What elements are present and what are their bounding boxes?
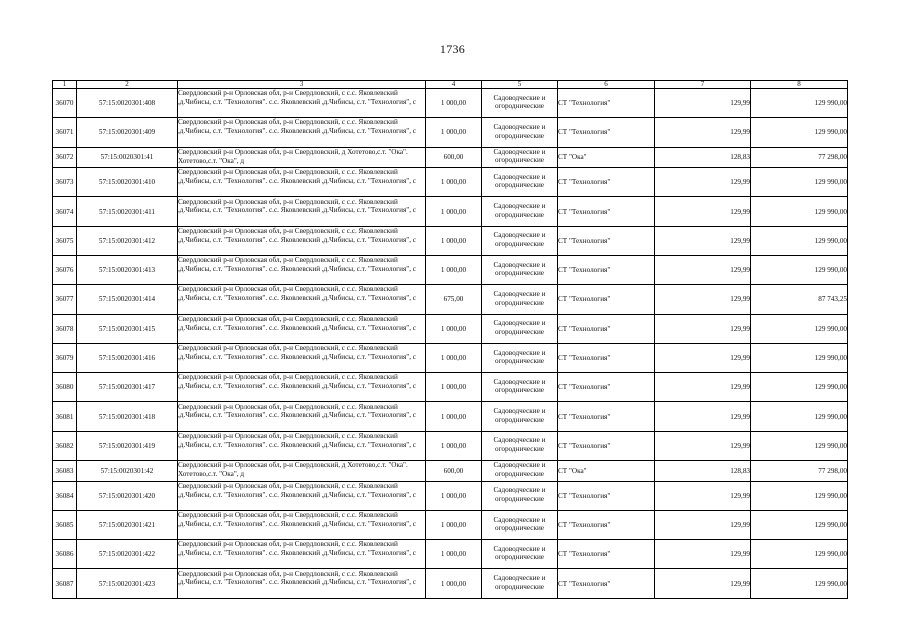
- address-cell: [178, 197, 426, 226]
- cadastral-value-cell: 129 990,00: [751, 510, 848, 539]
- land-use-text: Садоводческие и огороднические: [493, 544, 546, 562]
- area-cell: 1 000,00: [426, 510, 482, 539]
- land-use-text: Садоводческие и огороднические: [493, 436, 546, 453]
- holder-cell: СТ "Ока": [558, 461, 655, 482]
- rate-cell: 129,99: [655, 255, 751, 284]
- table-row: [53, 569, 848, 598]
- land-use-cell: [482, 226, 558, 255]
- cadastral-value-cell: 129 990,00: [751, 255, 848, 284]
- column-header-3: 3: [178, 81, 426, 89]
- table-row: [53, 461, 848, 482]
- land-use-text: Садоводческие и огороднические: [493, 348, 546, 366]
- table-row: [53, 373, 848, 402]
- land-use-text: Садоводческие и огороднические: [493, 122, 546, 140]
- holder-cell: СТ "Технология": [558, 285, 655, 314]
- land-use-text: Садоводческие и огороднические: [493, 93, 546, 111]
- row-number-cell: 36083: [53, 461, 77, 482]
- cadastral-value-cell: 129 990,00: [751, 89, 848, 118]
- cadastral-number-cell: 57:15:0020301:411: [77, 197, 178, 226]
- address-cell: [178, 118, 426, 147]
- header-row: [53, 81, 848, 89]
- holder-cell: СТ "Технология": [558, 402, 655, 431]
- address-text: Свердловский р-н Орловская обл, р-н Свердловский, с с.с. Яковлевский ,д.Чибисы, с.т. "Технология". с.с. Яковлевский ,д.Чибисы, с.т. "Технология", с: [178, 285, 416, 303]
- land-use-cell: [482, 431, 558, 460]
- address-cell: [178, 481, 426, 510]
- cadastral-value-cell: 87 743,25: [751, 285, 848, 314]
- area-cell: 1 000,00: [426, 540, 482, 569]
- rate-cell: 129,99: [655, 168, 751, 197]
- cadastral-value-cell: 129 990,00: [751, 540, 848, 569]
- cadastral-number-cell: 57:15:0020301:419: [77, 431, 178, 460]
- address-text: Свердловский р-н Орловская обл, р-н Свердловский, с с.с. Яковлевский ,д.Чибисы, с.т. "Технология". с.с. Яковлевский ,д.Чибисы, с.т. "Технология", с: [178, 402, 416, 420]
- land-registry-table: [52, 80, 848, 599]
- rate-cell: 129,99: [655, 481, 751, 510]
- row-number-cell: 36081: [53, 402, 77, 431]
- address-text: Свердловский р-н Орловская обл, р-н Свердловский, с с.с. Яковлевский ,д.Чибисы, с.т. "Технология". с.с. Яковлевский ,д.Чибисы, с.т. "Технология", с: [178, 569, 416, 587]
- column-header-4: 4: [426, 81, 482, 89]
- address-text: Свердловский р-н Орловская обл, р-н Свердловский, с с.с. Яковлевский ,д.Чибисы, с.т. "Технология". с.с. Яковлевский ,д.Чибисы, с.т. "Технология", с: [178, 344, 416, 361]
- address-cell: [178, 569, 426, 598]
- cadastral-number-cell: 57:15:0020301:42: [77, 461, 178, 482]
- cadastral-number-cell: 57:15:0020301:418: [77, 402, 178, 431]
- area-cell: 1 000,00: [426, 314, 482, 343]
- land-use-text: Садоводческие и огороднические: [493, 319, 546, 336]
- cadastral-number-cell: 57:15:0020301:421: [77, 510, 178, 539]
- holder-cell: СТ "Технология": [558, 255, 655, 284]
- land-use-text: Садоводческие и огороднические: [493, 231, 546, 248]
- row-number-cell: 36079: [53, 343, 77, 372]
- table-row: [53, 540, 848, 569]
- address-text: Свердловский р-н Орловская обл, р-н Свердловский, с с.с. Яковлевский ,д.Чибисы, с.т. "Технология". с.с. Яковлевский ,д.Чибисы, с.т. "Технология", с: [178, 226, 416, 244]
- land-use-cell: [482, 285, 558, 314]
- land-use-text: Садоводческие и огороднические: [493, 407, 546, 424]
- area-cell: 1 000,00: [426, 197, 482, 226]
- table-body: [53, 89, 848, 599]
- land-use-cell: [482, 168, 558, 197]
- table-row: [53, 402, 848, 431]
- holder-cell: СТ "Технология": [558, 197, 655, 226]
- land-use-cell: [482, 147, 558, 168]
- rate-cell: 129,99: [655, 569, 751, 598]
- rate-cell: 129,99: [655, 118, 751, 147]
- table-row: [53, 197, 848, 226]
- address-text: Свердловский р-н Орловская обл, р-н Свердловский, с с.с. Яковлевский ,д.Чибисы, с.т. "Технология". с.с. Яковлевский ,д.Чибисы, с.т. "Технология", с: [178, 314, 416, 332]
- cadastral-value-cell: 129 990,00: [751, 343, 848, 372]
- land-use-cell: [482, 197, 558, 226]
- land-use-cell: [482, 540, 558, 569]
- address-text: Свердловский р-н Орловская обл, р-н Свердловский, с с.с. Яковлевский ,д.Чибисы, с.т. "Технология". с.с. Яковлевский ,д.Чибисы, с.т. "Технология", с: [178, 118, 416, 136]
- land-use-cell: [482, 402, 558, 431]
- row-number-cell: 36070: [53, 89, 77, 118]
- area-cell: 675,00: [426, 285, 482, 314]
- row-number-cell: 36078: [53, 314, 77, 343]
- row-number-cell: 36075: [53, 226, 77, 255]
- cadastral-number-cell: 57:15:0020301:423: [77, 569, 178, 598]
- table-row: [53, 168, 848, 197]
- area-cell: 600,00: [426, 147, 482, 168]
- cadastral-number-cell: 57:15:0020301:408: [77, 89, 178, 118]
- row-number-cell: 36084: [53, 481, 77, 510]
- rate-cell: 128,83: [655, 147, 751, 168]
- rate-cell: 129,99: [655, 540, 751, 569]
- cadastral-number-cell: 57:15:0020301:420: [77, 481, 178, 510]
- cadastral-value-cell: 129 990,00: [751, 373, 848, 402]
- holder-cell: СТ "Технология": [558, 343, 655, 372]
- holder-cell: СТ "Технология": [558, 510, 655, 539]
- area-cell: 1 000,00: [426, 373, 482, 402]
- land-use-text: Садоводческие и огороднические: [493, 289, 546, 307]
- area-cell: 1 000,00: [426, 431, 482, 460]
- row-number-cell: 36082: [53, 431, 77, 460]
- address-text: Свердловский р-н Орловская обл, р-н Свердловский, с с.с. Яковлевский ,д.Чибисы, с.т. "Технология". с.с. Яковлевский ,д.Чибисы, с.т. "Технология", с: [178, 511, 416, 528]
- table-row: [53, 255, 848, 284]
- row-number-cell: 36087: [53, 569, 77, 598]
- cadastral-value-cell: 129 990,00: [751, 226, 848, 255]
- address-cell: [178, 89, 426, 118]
- rate-cell: 129,99: [655, 226, 751, 255]
- address-cell: [178, 510, 426, 539]
- address-cell: [178, 461, 426, 482]
- rate-cell: 129,99: [655, 343, 751, 372]
- table-row: [53, 147, 848, 168]
- rate-cell: 129,99: [655, 89, 751, 118]
- address-text: Свердловский р-н Орловская обл, р-н Свердловский, д Хотетово,с.т. "Ока". Хотетово,с.т. "Ока", д: [178, 461, 408, 479]
- cadastral-number-cell: 57:15:0020301:417: [77, 373, 178, 402]
- address-text: Свердловский р-н Орловская обл, р-н Свердловский, с с.с. Яковлевский ,д.Чибисы, с.т. "Технология". с.с. Яковлевский ,д.Чибисы, с.т. "Технология", с: [178, 256, 416, 273]
- row-number-cell: 36085: [53, 510, 77, 539]
- column-header-1: 1: [53, 81, 77, 89]
- holder-cell: СТ "Технология": [558, 314, 655, 343]
- land-use-text: Садоводческие и огороднические: [493, 515, 546, 533]
- column-header-8: 8: [751, 81, 848, 89]
- area-cell: 1 000,00: [426, 89, 482, 118]
- cadastral-value-cell: 129 990,00: [751, 118, 848, 147]
- cadastral-value-cell: 77 298,00: [751, 147, 848, 168]
- address-cell: [178, 285, 426, 314]
- table-row: [53, 285, 848, 314]
- land-use-text: Садоводческие и огороднические: [493, 574, 546, 591]
- holder-cell: СТ "Технология": [558, 118, 655, 147]
- holder-cell: СТ "Технология": [558, 431, 655, 460]
- address-cell: [178, 168, 426, 197]
- address-cell: [178, 255, 426, 284]
- area-cell: 1 000,00: [426, 168, 482, 197]
- address-cell: [178, 373, 426, 402]
- address-cell: [178, 314, 426, 343]
- cadastral-value-cell: 77 298,00: [751, 461, 848, 482]
- address-cell: [178, 343, 426, 372]
- cadastral-number-cell: 57:15:0020301:41: [77, 147, 178, 168]
- address-cell: [178, 540, 426, 569]
- column-header-7: 7: [655, 81, 751, 89]
- address-cell: [178, 147, 426, 168]
- column-header-6: 6: [558, 81, 655, 89]
- cadastral-value-cell: 129 990,00: [751, 431, 848, 460]
- area-cell: 1 000,00: [426, 343, 482, 372]
- address-cell: [178, 431, 426, 460]
- address-cell: [178, 402, 426, 431]
- holder-cell: СТ "Технология": [558, 373, 655, 402]
- area-cell: 600,00: [426, 461, 482, 482]
- row-number-cell: 36076: [53, 255, 77, 284]
- land-use-cell: [482, 255, 558, 284]
- table-row: [53, 314, 848, 343]
- cadastral-value-cell: 129 990,00: [751, 402, 848, 431]
- table-row: [53, 89, 848, 118]
- area-cell: 1 000,00: [426, 118, 482, 147]
- cadastral-number-cell: 57:15:0020301:416: [77, 343, 178, 372]
- row-number-cell: 36071: [53, 118, 77, 147]
- table-row: [53, 481, 848, 510]
- land-use-cell: [482, 89, 558, 118]
- cadastral-number-cell: 57:15:0020301:410: [77, 168, 178, 197]
- rate-cell: 129,99: [655, 402, 751, 431]
- cadastral-value-cell: 129 990,00: [751, 481, 848, 510]
- row-number-cell: 36080: [53, 373, 77, 402]
- land-use-text: Садоводческие и огороднические: [493, 260, 546, 278]
- rate-cell: 129,99: [655, 510, 751, 539]
- holder-cell: СТ "Технология": [558, 168, 655, 197]
- row-number-cell: 36086: [53, 540, 77, 569]
- area-cell: 1 000,00: [426, 569, 482, 598]
- address-text: Свердловский р-н Орловская обл, р-н Свердловский, с с.с. Яковлевский ,д.Чибисы, с.т. "Технология". с.с. Яковлевский ,д.Чибисы, с.т. "Технология", с: [178, 481, 416, 499]
- address-text: Свердловский р-н Орловская обл, р-н Свердловский, с с.с. Яковлевский ,д.Чибисы, с.т. "Технология". с.с. Яковлевский ,д.Чибисы, с.т. "Технология", с: [178, 89, 416, 106]
- holder-cell: СТ "Ока": [558, 147, 655, 168]
- table-row: [53, 510, 848, 539]
- address-text: Свердловский р-н Орловская обл, р-н Свердловский, с с.с. Яковлевский ,д.Чибисы, с.т. "Технология". с.с. Яковлевский ,д.Чибисы, с.т. "Технология", с: [178, 197, 416, 215]
- land-use-cell: [482, 510, 558, 539]
- column-header-5: 5: [482, 81, 558, 89]
- holder-cell: СТ "Технология": [558, 226, 655, 255]
- land-use-cell: [482, 569, 558, 598]
- table-row: [53, 343, 848, 372]
- cadastral-value-cell: 129 990,00: [751, 168, 848, 197]
- land-use-cell: [482, 373, 558, 402]
- row-number-cell: 36077: [53, 285, 77, 314]
- rate-cell: 129,99: [655, 431, 751, 460]
- column-header-2: 2: [77, 81, 178, 89]
- cadastral-value-cell: 129 990,00: [751, 197, 848, 226]
- table-row: [53, 118, 848, 147]
- cadastral-number-cell: 57:15:0020301:412: [77, 226, 178, 255]
- address-text: Свердловский р-н Орловская обл, р-н Свердловский, с с.с. Яковлевский ,д.Чибисы, с.т. "Технология". с.с. Яковлевский ,д.Чибисы, с.т. "Технология", с: [178, 540, 416, 558]
- rate-cell: 129,99: [655, 314, 751, 343]
- table-row: [53, 431, 848, 460]
- holder-cell: СТ "Технология": [558, 540, 655, 569]
- rate-cell: 129,99: [655, 285, 751, 314]
- cadastral-value-cell: 129 990,00: [751, 314, 848, 343]
- address-text: Свердловский р-н Орловская обл, р-н Свердловский, с с.с. Яковлевский ,д.Чибисы, с.т. "Технология". с.с. Яковлевский ,д.Чибисы, с.т. "Технология", с: [178, 373, 416, 391]
- cadastral-value-cell: 129 990,00: [751, 569, 848, 598]
- land-use-text: Садоводческие и огороднические: [493, 172, 546, 190]
- land-use-cell: [482, 118, 558, 147]
- land-use-cell: [482, 314, 558, 343]
- address-text: Свердловский р-н Орловская обл, р-н Свердловский, с с.с. Яковлевский ,д.Чибисы, с.т. "Технология". с.с. Яковлевский ,д.Чибисы, с.т. "Технология", с: [178, 431, 416, 449]
- cadastral-number-cell: 57:15:0020301:414: [77, 285, 178, 314]
- area-cell: 1 000,00: [426, 402, 482, 431]
- row-number-cell: 36072: [53, 147, 77, 168]
- land-use-cell: [482, 461, 558, 482]
- land-use-text: Садоводческие и огороднические: [493, 486, 546, 503]
- address-text: Свердловский р-н Орловская обл, р-н Свердловский, с с.с. Яковлевский ,д.Чибисы, с.т. "Технология". с.с. Яковлевский ,д.Чибисы, с.т. "Технология", с: [178, 168, 416, 186]
- land-use-text: Садоводческие и огороднические: [493, 461, 546, 478]
- area-cell: 1 000,00: [426, 226, 482, 255]
- cadastral-number-cell: 57:15:0020301:413: [77, 255, 178, 284]
- holder-cell: СТ "Технология": [558, 89, 655, 118]
- land-use-text: Садоводческие и огороднические: [493, 377, 546, 395]
- page-number: 1736: [439, 42, 466, 56]
- row-number-cell: 36074: [53, 197, 77, 226]
- area-cell: 1 000,00: [426, 255, 482, 284]
- land-use-text: Садоводческие и огороднические: [493, 147, 546, 165]
- area-cell: 1 000,00: [426, 481, 482, 510]
- cadastral-number-cell: 57:15:0020301:409: [77, 118, 178, 147]
- holder-cell: СТ "Технология": [558, 569, 655, 598]
- table-row: [53, 226, 848, 255]
- cadastral-number-cell: 57:15:0020301:422: [77, 540, 178, 569]
- holder-cell: СТ "Технология": [558, 481, 655, 510]
- rate-cell: 129,99: [655, 197, 751, 226]
- land-use-cell: [482, 481, 558, 510]
- cadastral-number-cell: 57:15:0020301:415: [77, 314, 178, 343]
- row-number-cell: 36073: [53, 168, 77, 197]
- rate-cell: 129,99: [655, 373, 751, 402]
- address-text: Свердловский р-н Орловская обл, р-н Свердловский, д Хотетово,с.т. "Ока". Хотетово,с.т. "Ока", д: [178, 147, 408, 165]
- land-use-cell: [482, 343, 558, 372]
- land-use-text: Садоводческие и огороднические: [493, 202, 546, 219]
- rate-cell: 128,83: [655, 461, 751, 482]
- address-cell: [178, 226, 426, 255]
